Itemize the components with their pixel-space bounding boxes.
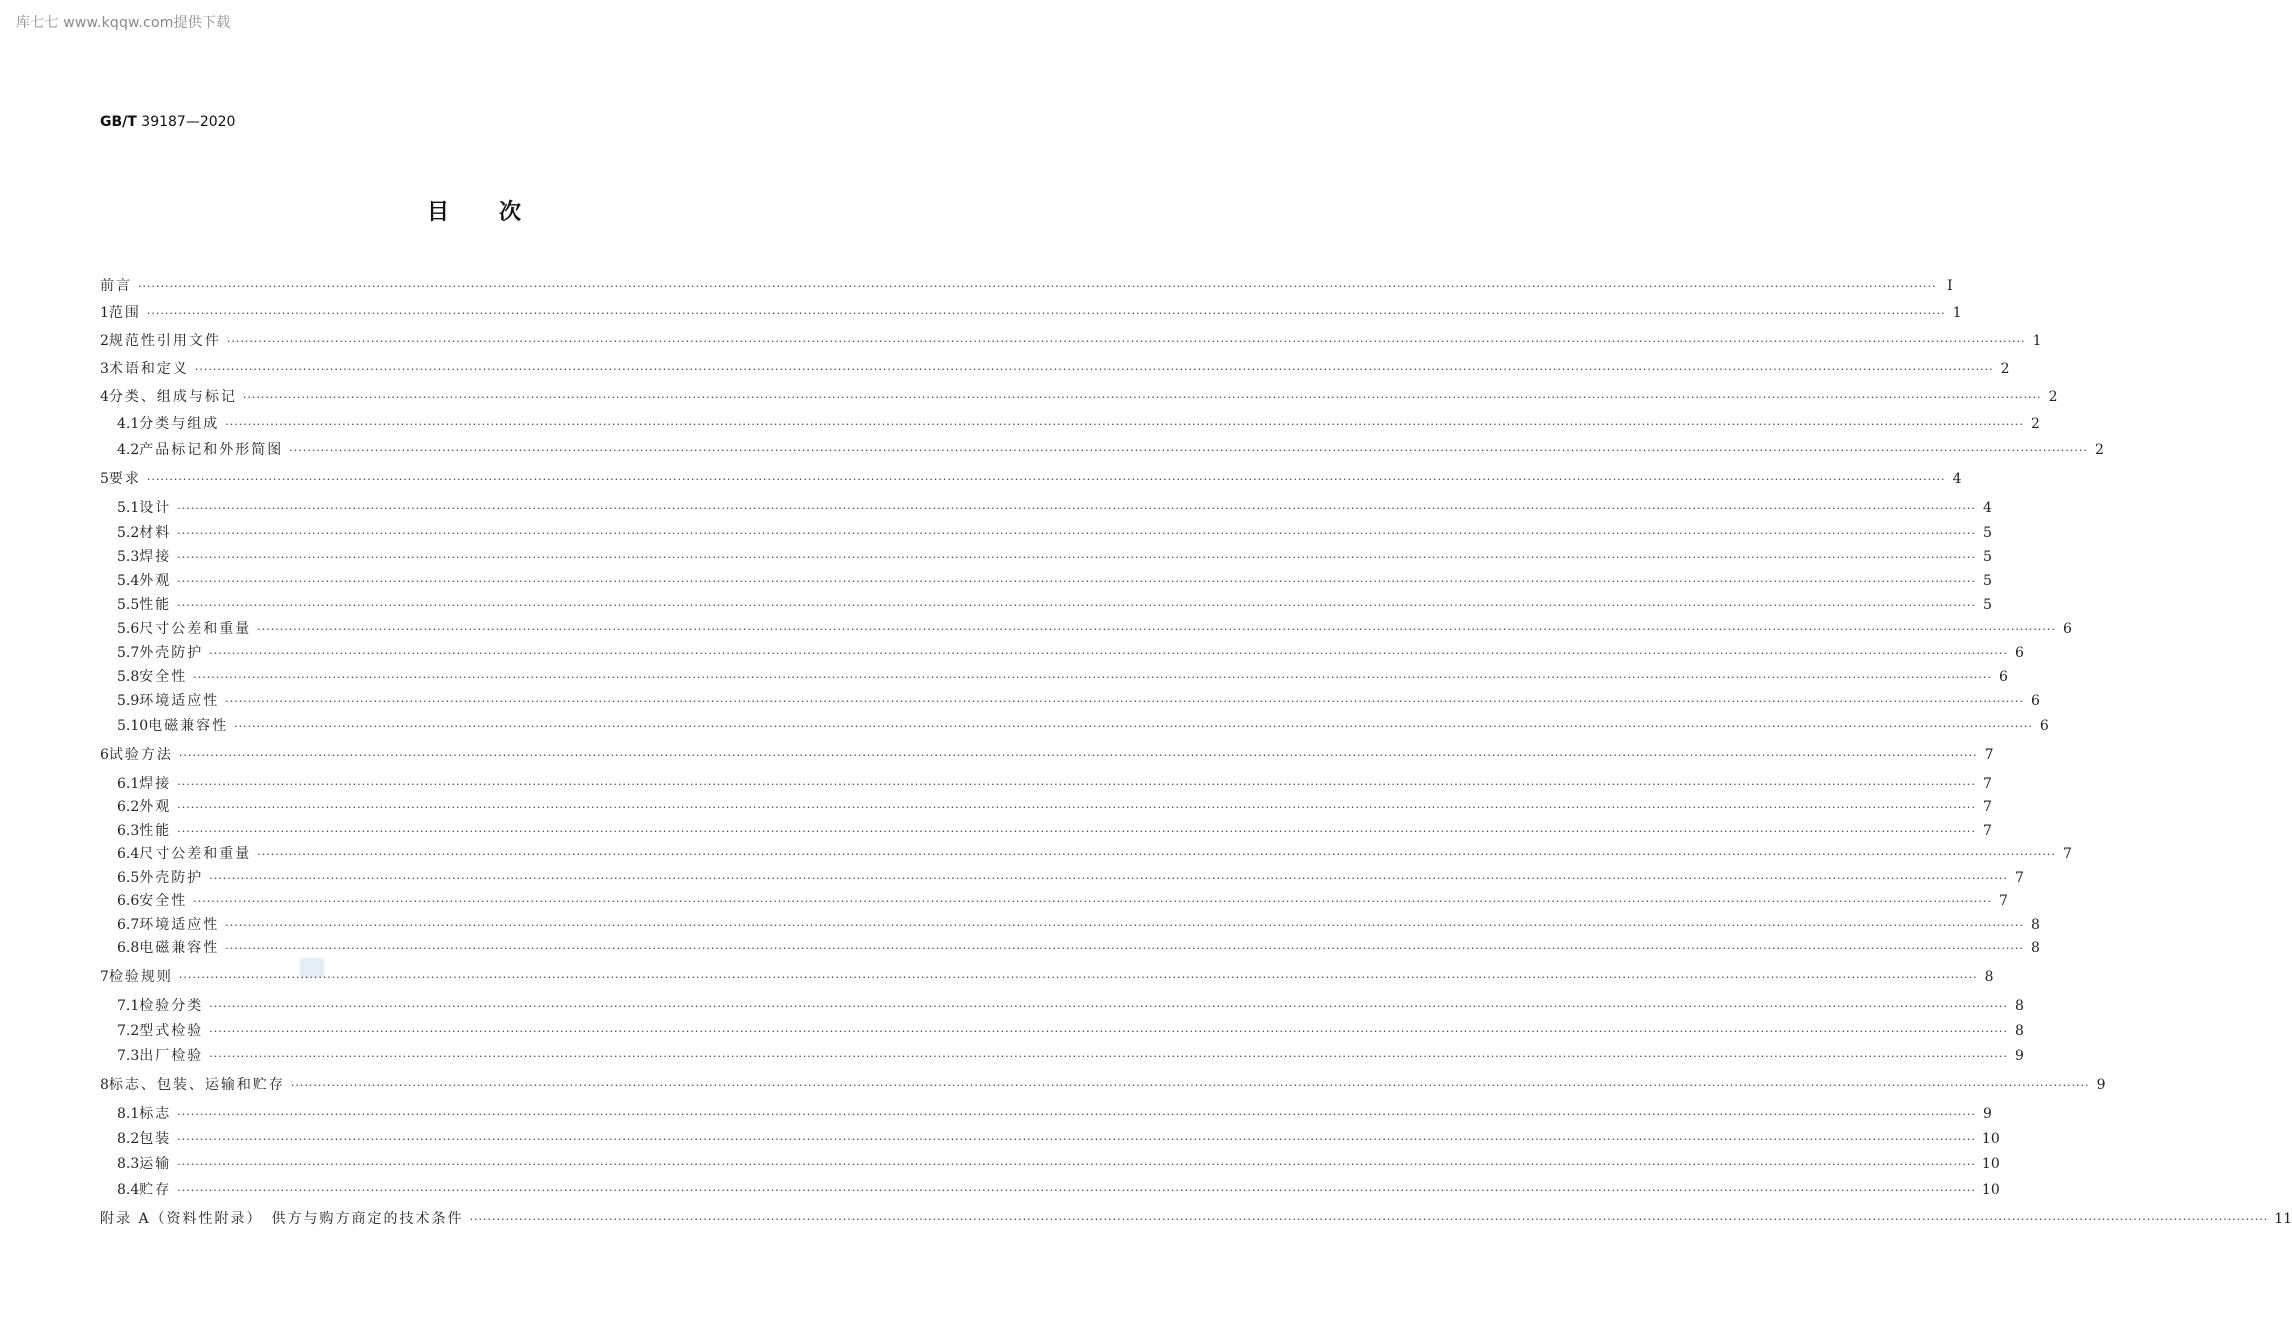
toc-dot-leader: ················································································································································································································································································································································································································ — [226, 335, 2026, 348]
toc-entry[interactable] — [117, 869, 2024, 888]
toc-entry[interactable] — [100, 360, 2010, 379]
toc-entry[interactable] — [117, 892, 2008, 911]
toc-entry[interactable] — [117, 1130, 2000, 1149]
toc-entry-label: 试验方法 — [108, 747, 173, 763]
toc-entry-label: 尺寸公差和重量 — [139, 621, 252, 637]
standard-number — [100, 114, 235, 130]
toc-entry-page: 9 — [1982, 1106, 1992, 1122]
toc-entry[interactable] — [117, 620, 2072, 639]
toc-dot-leader: ················································································································································································································································································································································································································ — [209, 1000, 2008, 1013]
toc-entry-label: 外壳防护 — [139, 870, 204, 886]
standard-prefix: GB/T — [100, 114, 137, 130]
toc-dot-leader: ················································································································································································································································································································································································································ — [177, 1133, 1976, 1146]
toc-entry-label: 术语和定义 — [108, 361, 189, 377]
toc-dot-leader: ················································································································································································································································································································································································································ — [225, 695, 2024, 708]
toc-entry-label: 产品标记和外形简图 — [139, 442, 284, 458]
toc-entry-page: 10 — [1981, 1131, 2000, 1147]
toc-entry-page: 7 — [1982, 776, 1992, 792]
toc-entry[interactable] — [117, 596, 1992, 615]
toc-entry-number: 5.4 — [117, 573, 140, 589]
toc-entry-label: 范围 — [108, 305, 141, 321]
toc-dot-leader: ················································································································································································································································································································································································································ — [177, 825, 1976, 838]
toc-entry-label: 附录 A（资料性附录） 供方与购方商定的技术条件 — [100, 1211, 464, 1227]
toc-entry[interactable] — [117, 1105, 1992, 1124]
toc-entry-number: 5.1 — [117, 500, 140, 516]
toc-dot-leader: ················································································································································································································································································································································································································ — [257, 848, 2056, 861]
toc-dot-leader: ················································································································································································································································································································································································································ — [146, 473, 1946, 486]
toc-entry[interactable] — [117, 548, 1992, 567]
toc-dot-leader: ················································································································································································································································································································································································································ — [209, 647, 2008, 660]
toc-entry-label: 运输 — [139, 1156, 172, 1172]
toc-entry[interactable] — [117, 1181, 2000, 1200]
toc-entry-label: 环境适应性 — [139, 917, 220, 933]
toc-entry-page: 2 — [2000, 361, 2010, 377]
toc-entry-number: 6.4 — [117, 846, 140, 862]
toc-entry[interactable] — [117, 441, 2104, 460]
toc-entry-number: 5.6 — [117, 621, 140, 637]
toc-dot-leader: ················································································································································································································································································································································································································ — [177, 1108, 1976, 1121]
toc-entry-number: 5.9 — [117, 693, 140, 709]
toc-entry-page: 6 — [2014, 645, 2024, 661]
toc-entry-page: 1 — [1952, 305, 1962, 321]
toc-entry-number: 1 — [100, 305, 109, 321]
toc-dot-leader: ················································································································································································································································································································································································································ — [209, 872, 2008, 885]
toc-dot-leader: ················································································································································································································································································································································································································ — [225, 942, 2024, 955]
toc-entry-number: 2 — [100, 333, 109, 349]
toc-entry-label: 标志、包装、运输和贮存 — [108, 1077, 285, 1093]
toc-entry-label: 焊接 — [139, 549, 172, 565]
toc-entry[interactable] — [117, 717, 2049, 736]
watermark-text: 库七七 www.kqqw.com提供下载 — [16, 15, 231, 31]
toc-entry-page: 2 — [2030, 416, 2040, 432]
toc-entry-page: 6 — [2062, 621, 2072, 637]
toc-dot-leader: ················································································································································································································································································································································································································ — [209, 1025, 2008, 1038]
toc-entry-page: 7 — [1982, 799, 1992, 815]
toc-entry-page: 8 — [2030, 917, 2040, 933]
toc-entry-page: Ⅰ — [1947, 278, 1953, 294]
toc-entry[interactable] — [117, 1047, 2024, 1066]
toc-entry-label: 要求 — [108, 471, 141, 487]
toc-entry-number: 5.8 — [117, 669, 140, 685]
toc-entry-label: 分类、组成与标记 — [108, 389, 237, 405]
toc-dot-leader: ················································································································································································································································································································································································································ — [177, 502, 1976, 515]
toc-entry-page: 11 — [2274, 1211, 2292, 1227]
toc-entry[interactable] — [117, 415, 2040, 434]
toc-entry-number: 5.3 — [117, 549, 140, 565]
page-title — [0, 195, 950, 226]
toc-entry-number: 3 — [100, 361, 109, 377]
toc-entry-label: 检验规则 — [108, 969, 173, 985]
page-title-part2: 次 — [499, 200, 524, 225]
toc-entry-number: 4 — [100, 389, 109, 405]
toc-entry-label: 材料 — [139, 525, 172, 541]
toc-entry-label: 性能 — [139, 823, 172, 839]
toc-entry-number: 8.3 — [117, 1156, 140, 1172]
toc-entry-page: 7 — [2062, 846, 2072, 862]
toc-entry-number: 5.7 — [117, 645, 140, 661]
toc-entry[interactable] — [100, 388, 2058, 407]
toc-entry[interactable] — [117, 1022, 2024, 1041]
toc-entry-label: 外观 — [139, 573, 172, 589]
toc-dot-leader: ················································································································································································································································································································································································································ — [178, 971, 1978, 984]
toc-entry-label: 前言 — [100, 278, 132, 294]
toc-entry-number: 7 — [100, 969, 109, 985]
toc-entry[interactable] — [117, 916, 2040, 935]
toc-entry-page: 4 — [1952, 471, 1962, 487]
toc-entry-page: 8 — [2030, 940, 2040, 956]
toc-entry[interactable] — [117, 845, 2072, 864]
toc-entry-page: 7 — [2014, 870, 2024, 886]
toc-dot-leader: ················································································································································································································································································································································································································ — [177, 527, 1976, 540]
toc-dot-leader: ················································································································································································································································································································································································································ — [257, 623, 2056, 636]
toc-entry-page: 5 — [1982, 525, 1992, 541]
toc-entry[interactable] — [100, 1076, 2106, 1095]
toc-entry[interactable] — [117, 572, 1992, 591]
toc-entry[interactable] — [117, 822, 1992, 841]
toc-entry-page: 9 — [2014, 1048, 2024, 1064]
toc-entry[interactable] — [117, 524, 1992, 543]
toc-entry-page: 5 — [1982, 549, 1992, 565]
toc-entry[interactable] — [117, 775, 1992, 794]
toc-entry[interactable] — [117, 644, 2024, 663]
toc-entry-page: 6 — [2030, 693, 2040, 709]
toc-dot-leader: ················································································································································································································································································································································································································ — [146, 307, 1946, 320]
toc-entry-number: 6 — [100, 747, 109, 763]
toc-entry-label: 外观 — [139, 799, 172, 815]
toc-entry[interactable] — [117, 939, 2040, 958]
toc-entry[interactable] — [117, 668, 2008, 687]
toc-entry-page: 5 — [1982, 573, 1992, 589]
toc-entry-number: 5.10 — [117, 718, 149, 734]
toc-dot-leader: ················································································································································································································································································································································································································ — [290, 1079, 2090, 1092]
toc-entry-number: 7.1 — [117, 998, 140, 1014]
toc-entry-number: 6.1 — [117, 776, 140, 792]
toc-entry-page: 8 — [2014, 998, 2024, 1014]
toc-entry-page: 2 — [2048, 389, 2058, 405]
toc-entry-number: 5.2 — [117, 525, 140, 541]
toc-entry-label: 检验分类 — [139, 998, 204, 1014]
toc-entry-page: 1 — [2032, 333, 2042, 349]
toc-entry-label: 环境适应性 — [139, 693, 220, 709]
toc-dot-leader: ················································································································································································································································································································································································································ — [177, 575, 1976, 588]
toc-entry-label: 安全性 — [139, 893, 188, 909]
toc-entry-label: 设计 — [139, 500, 172, 516]
toc-dot-leader: ················································································································································································································································································································································································································ — [177, 599, 1976, 612]
toc-entry-number: 8.4 — [117, 1182, 140, 1198]
toc-entry-number: 8.1 — [117, 1106, 140, 1122]
toc-dot-leader: ················································································································································································································································································································································································································ — [177, 1158, 1976, 1171]
toc-entry-label: 电磁兼容性 — [148, 718, 229, 734]
toc-entry-page: 4 — [1982, 500, 1992, 516]
toc-entry-label: 外壳防护 — [139, 645, 204, 661]
toc-entry[interactable] — [100, 304, 1962, 323]
toc-entry-label: 出厂检验 — [139, 1048, 204, 1064]
toc-entry[interactable] — [117, 499, 1992, 518]
toc-dot-leader: ················································································································································································································································································································································································································ — [225, 418, 2024, 431]
toc-entry-page: 6 — [1998, 669, 2008, 685]
toc-dot-leader: ················································································································································································································································································································································································································ — [242, 391, 2042, 404]
toc-entry-page: 5 — [1982, 597, 1992, 613]
toc-entry-number: 5 — [100, 471, 109, 487]
toc-entry-page: 6 — [2039, 718, 2049, 734]
toc-entry-number: 8.2 — [117, 1131, 140, 1147]
toc-entry-page: 2 — [2094, 442, 2104, 458]
toc-entry-label: 包装 — [139, 1131, 172, 1147]
toc-entry-number: 6.8 — [117, 940, 140, 956]
toc-entry-page: 8 — [2014, 1023, 2024, 1039]
toc-dot-leader: ················································································································································································································································································································································································································ — [177, 551, 1976, 564]
toc-dot-leader: ················································································································································································································································································································································································································ — [177, 1184, 1976, 1197]
toc-entry-label: 安全性 — [139, 669, 188, 685]
toc-entry-number: 5.5 — [117, 597, 140, 613]
toc-entry-page: 7 — [1998, 893, 2008, 909]
toc-entry-label: 电磁兼容性 — [139, 940, 220, 956]
toc-dot-leader: ················································································································································································································································································································································································································ — [193, 895, 1992, 908]
toc-entry-number: 8 — [100, 1077, 109, 1093]
toc-entry-number: 6.6 — [117, 893, 140, 909]
toc-entry-label: 焊接 — [139, 776, 172, 792]
toc-dot-leader: ················································································································································································································································································································································································································ — [177, 778, 1976, 791]
toc-entry-page: 7 — [1984, 747, 1994, 763]
toc-entry-number: 7.3 — [117, 1048, 140, 1064]
toc-entry-number: 4.1 — [117, 416, 140, 432]
toc-entry[interactable] — [117, 997, 2024, 1016]
standard-code: 39187—2020 — [141, 114, 236, 130]
toc-entry-label: 型式检验 — [139, 1023, 204, 1039]
toc-entry-page: 8 — [1984, 969, 1994, 985]
toc-entry-label: 性能 — [139, 597, 172, 613]
toc-entry[interactable] — [100, 332, 2042, 351]
toc-dot-leader: ················································································································································································································································································································································································································ — [178, 749, 1978, 762]
toc-entry-label: 贮存 — [139, 1182, 172, 1198]
toc-dot-leader: ················································································································································································································································································································································································································ — [209, 1050, 2008, 1063]
toc-entry-page: 10 — [1981, 1182, 2000, 1198]
toc-dot-leader: ················································································································································································································································································································································································································ — [234, 720, 2033, 733]
toc-entry-label: 规范性引用文件 — [108, 333, 221, 349]
toc-dot-leader: ················································································································································································································································································································································································································ — [469, 1213, 2269, 1226]
toc-entry[interactable] — [100, 746, 1994, 765]
toc-entry[interactable] — [100, 470, 1962, 489]
toc-dot-leader: ················································································································································································································································································································································································································ — [138, 280, 1937, 293]
toc-entry-number: 6.2 — [117, 799, 140, 815]
toc-entry-label: 尺寸公差和重量 — [139, 846, 252, 862]
toc-entry-number: 6.3 — [117, 823, 140, 839]
toc-entry-number: 7.2 — [117, 1023, 140, 1039]
toc-entry-page: 10 — [1981, 1156, 2000, 1172]
toc-entry-page: 7 — [1982, 823, 1992, 839]
toc-entry[interactable] — [117, 1155, 2000, 1174]
page-title-part1: 目 — [426, 200, 451, 225]
toc-dot-leader: ················································································································································································································································································································································································································ — [193, 671, 1992, 684]
toc-entry[interactable] — [100, 277, 1953, 296]
toc-dot-leader: ················································································································································································································································································································································································································ — [177, 801, 1976, 814]
toc-entry-number: 4.2 — [117, 442, 140, 458]
toc-entry-page: 9 — [2096, 1077, 2106, 1093]
toc-dot-leader: ················································································································································································································································································································································································································ — [194, 363, 1994, 376]
toc-entry[interactable] — [117, 798, 1992, 817]
toc-entry-number: 6.7 — [117, 917, 140, 933]
toc-entry-label: 标志 — [139, 1106, 172, 1122]
toc-entry-number: 6.5 — [117, 870, 140, 886]
toc-dot-leader: ················································································································································································································································································································································································································ — [289, 444, 2088, 457]
toc-entry[interactable] — [100, 968, 1994, 987]
toc-dot-leader: ················································································································································································································································································································································································································ — [225, 919, 2024, 932]
toc-entry[interactable] — [100, 1210, 2292, 1229]
toc-entry-label: 分类与组成 — [139, 416, 220, 432]
toc-entry[interactable] — [117, 692, 2040, 711]
